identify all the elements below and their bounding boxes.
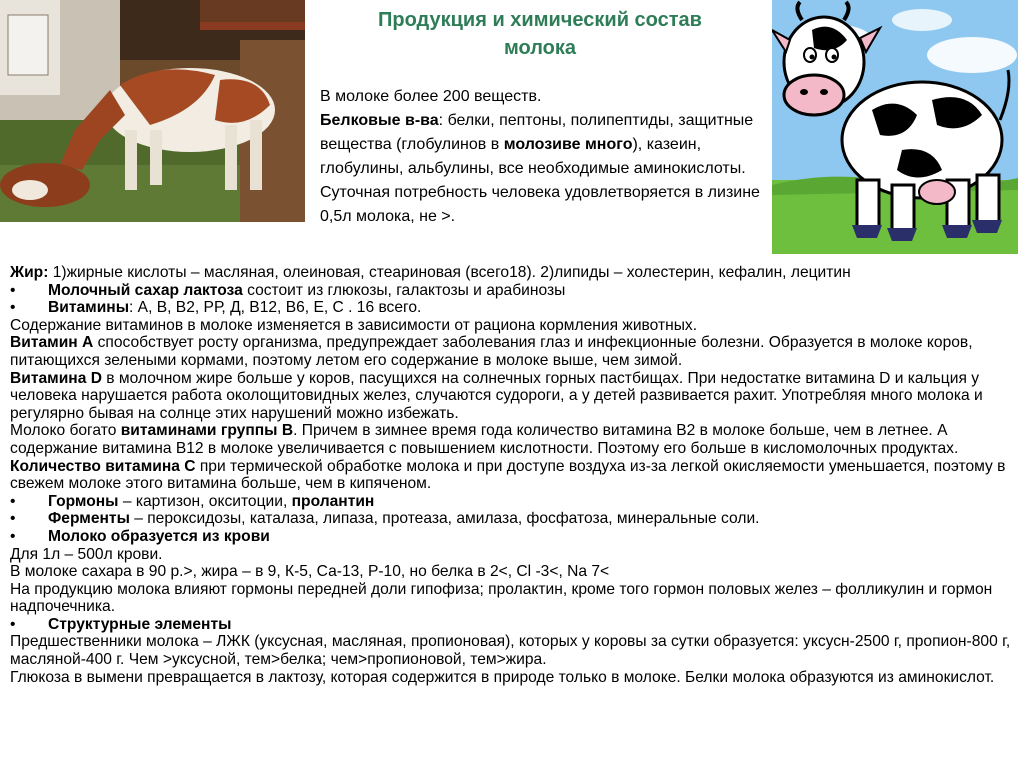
bullet-icon: • [10, 281, 16, 299]
list-item-hormones [10, 493, 1015, 511]
cartoon-cow-image [772, 0, 1018, 254]
intro-text [320, 85, 770, 229]
sugar-label: Молочный сахар лактоза [48, 281, 243, 299]
fat-text: 1)жирные кислоты – масляная, олеиновая, стеариновая (всего18). 2)липиды – холестерин, кефалин, лецитин [48, 264, 851, 281]
structural-label: Структурные элементы [48, 615, 232, 633]
vitamins-label: Витамины [48, 299, 130, 317]
hormones-label: Гормоны [48, 492, 119, 510]
vitamin-a-paragraph [10, 334, 1015, 369]
cow-photo [0, 0, 305, 222]
vitamin-c-label: Количество витамина С [10, 457, 196, 475]
precursors-text: Предшественники молока – ЛЖК (уксусная, масляная, пропионовая), которых у коровы за сутки образуется: уксусн-2500 г, пропион-800 г, масляной-400 г. Чем >уксусной, тем>белка; чем>пропионовой, тем>жира. [10, 633, 1011, 669]
fat-label: Жир: [10, 264, 49, 281]
hormones-text: – картизон, окситоции, [118, 492, 292, 510]
title-line-2: молока [503, 37, 577, 59]
list-item-vitamins [10, 299, 1015, 317]
list-item-sugar [10, 282, 1015, 300]
colostrum-label: молозиве много [503, 136, 633, 153]
bullet-icon: • [10, 299, 16, 317]
enzymes-label: Ферменты [48, 510, 130, 528]
enzymes-text: – пероксидозы, каталаза, липаза, протеаза, амилаза, фосфатоза, минеральные соли. [129, 510, 760, 528]
bullet-icon: • [10, 510, 16, 528]
fat-paragraph [10, 264, 1015, 282]
vitamin-b-paragraph [10, 422, 1015, 457]
glucose-text: Глюкоза в вымени превращается в лактозу, которая содержится в природе только в молоке. Белки молока образуются из аминокислот. [10, 668, 995, 686]
bullet-icon: • [10, 615, 16, 633]
proteins-text-1: : белки, пептоны, полипептиды, защитные вещества (глобулинов в [320, 112, 754, 153]
vitamin-a-text: способствует росту организма, предупреждает заболевания глаз и инфекционные болезни. Образуется в молоке коров, питающихся зелеными кормами, поэтому летом его содержание в молоке выше, чем зимой. [10, 334, 973, 369]
blood-label: Молоко образуется из крови [48, 527, 270, 545]
body-text [10, 264, 1015, 686]
bullet-icon: • [10, 527, 16, 545]
vitamin-c-paragraph [10, 458, 1015, 493]
list-item-blood [10, 528, 1015, 546]
intro-proteins [320, 109, 770, 229]
vitamin-d-paragraph [10, 370, 1015, 423]
vitamin-b-label: витаминами группы В [120, 422, 294, 440]
sugar-text: состоит из глюкозы, галактозы и арабинозы [242, 281, 566, 299]
list-item-structural [10, 616, 1015, 634]
vitamin-a-label: Витамин А [10, 334, 94, 352]
vitamins-text: : А, В, В2, РР, Д, В12, В6, Е, С . 16 всего. [129, 299, 422, 317]
milk-composition: В молоке сахара в 90 р.>, жира – в 9, К-5, Са-13, Р-10, но белка в 2<, Cl -3<, Na 7< [10, 563, 610, 581]
proteins-label: Белковые в-ва [320, 112, 439, 129]
vitamin-d-text: в молочном жире больше у коров, пасущихся на солнечных горных пастбищах. При недостатке витамина D и кальция у человека нарушается работа околощитовидных желез, случаются судороги, а у детей развивается рахит. Употребляя много молока и регулярно бывая на солнце этих нарушений можно избежать. [10, 369, 983, 422]
hormones-influence: На продукцию молока влияют гормоны передней доли гипофиза; пролактин, кроме того гормон половых желез – фолликулин и гормон надпочечника. [10, 580, 993, 616]
prolactin-label: пролантин [291, 492, 375, 510]
title-line-1: Продукция и химический состав [378, 9, 702, 31]
vitamin-d-label: Витамина D [10, 369, 102, 387]
intro-substances: В молоке более 200 веществ. [320, 88, 542, 105]
blood-text: Для 1л – 500л крови. [10, 545, 163, 563]
bullet-icon: • [10, 492, 16, 510]
vitamin-b-text-1: Молоко богато [10, 422, 121, 440]
list-item-enzymes [10, 510, 1015, 528]
vitamin-c-text: при термической обработке молока и при доступе воздуха из-за легкой окисляемости уменьшается, поэтому в свежем молоке этого витамина больше, чем в кипяченом. [10, 457, 1006, 493]
page-title [330, 6, 750, 62]
proteins-text-2: ), казеин, глобулины, альбулины, все необходимые аминокислоты. Суточная потребность человека удовлетворяется в лизине 0,5л молока, не >. [320, 136, 760, 225]
vitamins-content: Содержание витаминов в молоке изменяется в зависимости от рациона кормления животных. [10, 316, 698, 334]
vitamin-b-text-2: . Причем в зимнее время года количество витамина В2 в молоке больше, чем в летнее. А содержание витамина В12 в молоке увеличивается с повышением кислотности. Поэтому его больше в кисломолочных продуктах. [10, 422, 959, 457]
